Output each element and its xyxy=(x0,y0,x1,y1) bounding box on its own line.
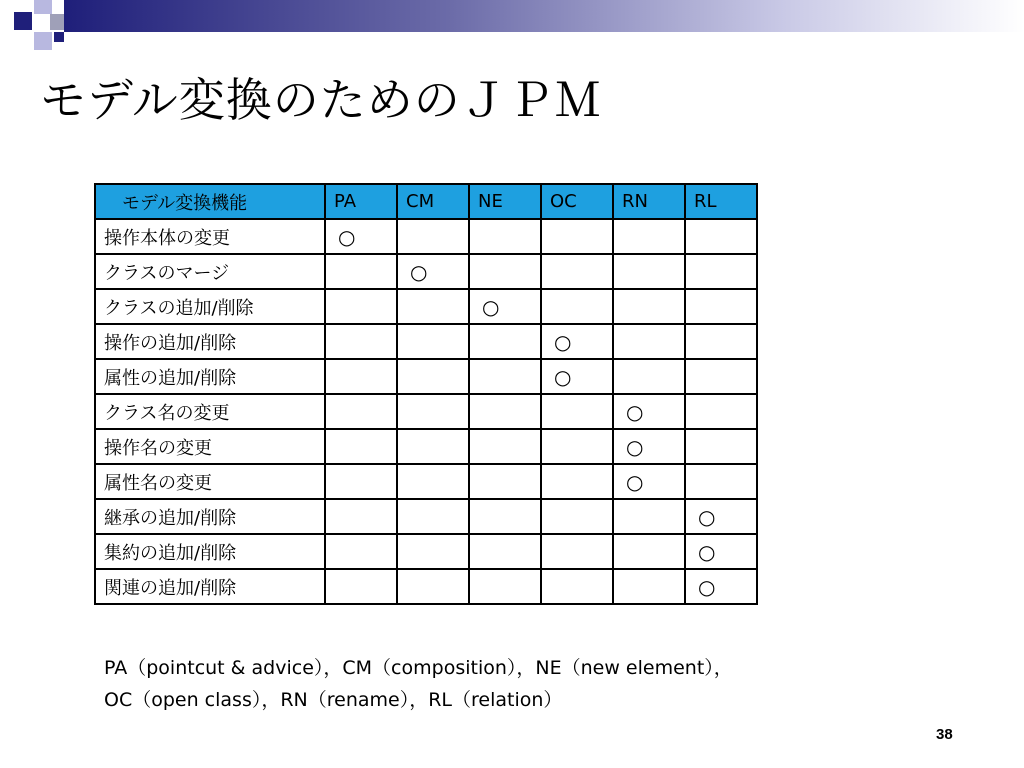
mark-cell xyxy=(541,254,613,289)
header-cm: CM xyxy=(397,184,469,219)
mark-cell: ○ xyxy=(541,359,613,394)
mark-cell xyxy=(325,429,397,464)
mark-cell xyxy=(541,464,613,499)
mark-cell xyxy=(685,254,757,289)
mark-cell xyxy=(325,324,397,359)
decor-square-navy-2 xyxy=(54,32,64,42)
mark-cell xyxy=(685,429,757,464)
mark-cell xyxy=(613,219,685,254)
table-header-row xyxy=(95,184,757,219)
mark-cell: ○ xyxy=(541,324,613,359)
mark-cell xyxy=(325,359,397,394)
mark-cell xyxy=(397,534,469,569)
mark-cell xyxy=(397,324,469,359)
decor-square-lavender-2 xyxy=(34,32,52,50)
mark-cell xyxy=(397,394,469,429)
header-oc: OC xyxy=(541,184,613,219)
mark-cell xyxy=(397,429,469,464)
mark-cell xyxy=(541,289,613,324)
mark-cell xyxy=(397,219,469,254)
mark-cell xyxy=(541,534,613,569)
mark-cell xyxy=(613,569,685,604)
mark-cell xyxy=(397,289,469,324)
mark-cell xyxy=(325,464,397,499)
table-row xyxy=(95,254,757,289)
row-label: 操作の追加/削除 xyxy=(95,324,325,359)
header-rn: RN xyxy=(613,184,685,219)
mark-cell xyxy=(613,324,685,359)
mark-cell xyxy=(469,324,541,359)
row-label: クラス名の変更 xyxy=(95,394,325,429)
row-label: 操作名の変更 xyxy=(95,429,325,464)
mark-cell: ○ xyxy=(613,394,685,429)
row-label: 属性名の変更 xyxy=(95,464,325,499)
mark-cell xyxy=(685,324,757,359)
mark-cell xyxy=(469,394,541,429)
row-label: クラスのマージ xyxy=(95,254,325,289)
row-label: 関連の追加/削除 xyxy=(95,569,325,604)
table-row xyxy=(95,499,757,534)
table-row xyxy=(95,534,757,569)
mark-cell: ○ xyxy=(613,429,685,464)
slide-title: モデル変換のためのＪＰＭ xyxy=(40,73,602,127)
table-row xyxy=(95,569,757,604)
mark-cell: ○ xyxy=(469,289,541,324)
mark-cell xyxy=(469,499,541,534)
mark-cell xyxy=(469,429,541,464)
legend-line-2: OC（open class），RN（rename），RL（relation） xyxy=(104,689,563,711)
mark-cell xyxy=(613,254,685,289)
header-function: モデル変換機能 xyxy=(95,184,325,219)
mark-cell xyxy=(325,499,397,534)
mark-cell xyxy=(469,254,541,289)
mark-cell xyxy=(469,359,541,394)
mark-cell xyxy=(685,289,757,324)
legend-line-1: PA（pointcut & advice），CM（composition），NE（new element）， xyxy=(104,657,733,679)
header-rl: RL xyxy=(685,184,757,219)
mark-cell xyxy=(685,359,757,394)
title-gradient-bar xyxy=(64,0,1024,32)
mark-cell xyxy=(685,464,757,499)
table-row xyxy=(95,219,757,254)
mark-cell xyxy=(685,394,757,429)
mark-cell xyxy=(469,534,541,569)
mark-cell: ○ xyxy=(325,219,397,254)
mark-cell xyxy=(613,359,685,394)
table-row xyxy=(95,289,757,324)
mark-cell xyxy=(469,569,541,604)
mark-cell: ○ xyxy=(613,464,685,499)
mark-cell xyxy=(469,219,541,254)
page-number: 38 xyxy=(936,726,953,743)
mark-cell xyxy=(541,499,613,534)
row-label: クラスの追加/削除 xyxy=(95,289,325,324)
header-pa: PA xyxy=(325,184,397,219)
mark-cell xyxy=(397,569,469,604)
mark-cell xyxy=(469,464,541,499)
decor-square-gray-1 xyxy=(50,14,64,30)
mark-cell xyxy=(613,289,685,324)
mark-cell xyxy=(613,534,685,569)
mark-cell xyxy=(541,429,613,464)
mark-cell: ○ xyxy=(685,569,757,604)
mark-cell xyxy=(613,499,685,534)
mark-cell xyxy=(685,219,757,254)
row-label: 継承の追加/削除 xyxy=(95,499,325,534)
table-row xyxy=(95,394,757,429)
mark-cell: ○ xyxy=(685,499,757,534)
mark-cell xyxy=(325,289,397,324)
mark-cell: ○ xyxy=(397,254,469,289)
mark-cell xyxy=(541,219,613,254)
mark-cell xyxy=(325,534,397,569)
mark-cell xyxy=(325,254,397,289)
mark-cell xyxy=(397,499,469,534)
header-ne: NE xyxy=(469,184,541,219)
row-label: 集約の追加/削除 xyxy=(95,534,325,569)
mark-cell xyxy=(397,359,469,394)
row-label: 属性の追加/削除 xyxy=(95,359,325,394)
mark-cell xyxy=(397,464,469,499)
legend xyxy=(104,652,733,716)
table-row xyxy=(95,324,757,359)
mark-cell xyxy=(325,394,397,429)
decor-square-lavender-1 xyxy=(34,0,52,14)
row-label: 操作本体の変更 xyxy=(95,219,325,254)
table-row xyxy=(95,359,757,394)
mark-cell xyxy=(541,394,613,429)
table-row xyxy=(95,429,757,464)
mark-cell xyxy=(325,569,397,604)
jpm-table xyxy=(94,183,758,605)
mark-cell: ○ xyxy=(685,534,757,569)
decor-square-navy-1 xyxy=(14,12,32,30)
table-row xyxy=(95,464,757,499)
mark-cell xyxy=(541,569,613,604)
